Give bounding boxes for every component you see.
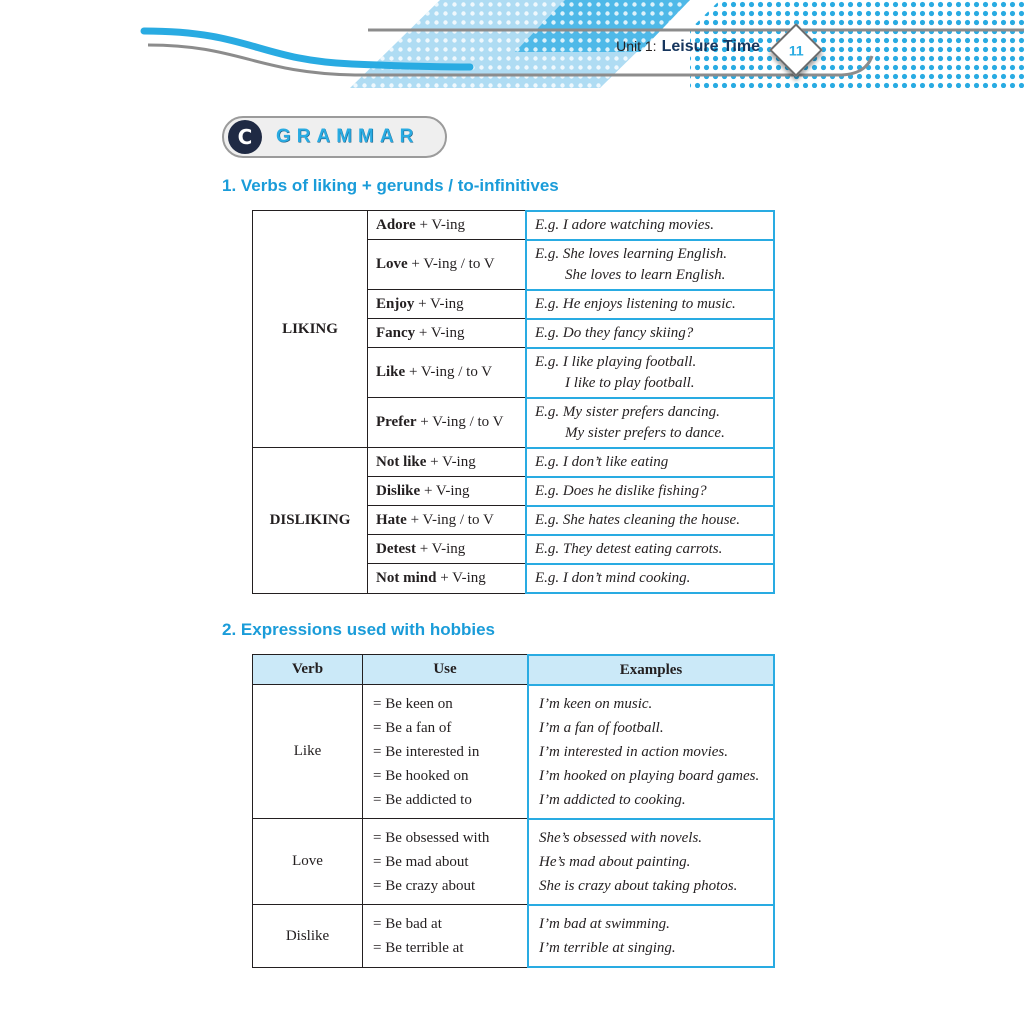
use-cell [362,818,527,904]
example-cell [525,476,775,505]
section2-heading: 2. Expressions used with hobbies [222,620,496,639]
verbs-of-liking-table [252,210,775,594]
example-line: My sister prefers to dance. [565,425,725,441]
expressions-table [252,654,775,968]
example-line: E.g. He enjoys listening to music. [535,296,736,312]
pattern-verb: Adore [376,216,416,233]
pattern-verb: Not mind [376,570,437,586]
unit-header [560,38,760,56]
use-line: = Be bad at [373,916,442,932]
pattern-cell [367,534,525,563]
example-line: I’m keen on music. [539,696,653,712]
example-cell [525,289,775,318]
example-line: I’m terrible at singing. [539,940,676,956]
example-cell [525,210,775,239]
pattern-cell [367,318,525,347]
examples-cell [527,684,775,818]
liking-group-cell: LIKING [252,210,367,447]
example-line: I’m interested in action movies. [539,744,728,760]
table-row [252,447,775,476]
example-cell [525,318,775,347]
pattern-cell [367,447,525,476]
verb-cell: Love [252,818,362,904]
example-line: E.g. She hates cleaning the house. [535,512,740,528]
pattern-cell [367,210,525,239]
use-line: = Be crazy about [373,877,476,894]
page-number: 11 [788,42,804,58]
example-line: She is crazy about taking photos. [539,878,738,894]
table-header-row [252,654,775,684]
pattern-verb: Detest [376,540,416,557]
use-cell [362,684,527,818]
pattern-cell [367,505,525,534]
pattern-cell [367,563,525,594]
unit-title: Leisure Time [661,38,760,55]
example-line: I like to play football. [565,375,695,391]
pattern-verb: Dislike [376,482,421,499]
header-decoration-graphic [0,0,1024,100]
examples-column-header: Examples [527,654,775,684]
example-line: I’m bad at swimming. [539,916,670,932]
grammar-icon [228,120,262,154]
example-line: E.g. I don’t like eating [535,454,669,470]
examples-cell [527,818,775,904]
pattern-rest: + V-ing [414,295,464,312]
use-line: = Be mad about [373,853,469,870]
pattern-rest: + V-ing [415,216,466,233]
grammar-icon-letter: C [237,125,253,149]
table-row [252,904,775,968]
pattern-rest: + V-ing [436,570,486,586]
table-row [252,818,775,904]
disliking-group-cell: DISLIKING [252,447,367,594]
example-line: She’s obsessed with novels. [539,830,703,846]
header-decoration [0,0,1024,100]
pattern-rest: + V-ing [426,453,476,470]
use-line: = Be hooked on [373,767,469,784]
example-line: I’m hooked on playing board games. [539,768,760,784]
pattern-rest: + V-ing [420,482,470,499]
pattern-cell [367,239,525,289]
example-line: She loves to learn English. [565,267,726,283]
pattern-verb: Prefer [376,414,417,430]
example-line: E.g. I adore watching movies. [535,217,714,233]
use-line: = Be keen on [373,695,453,712]
example-cell [525,239,775,289]
pattern-cell [367,289,525,318]
use-cell [362,904,527,968]
example-line: I’m a fan of football. [539,720,664,736]
example-line: He’s mad about painting. [539,854,691,870]
unit-label: Unit 1: [616,38,657,54]
table-row [252,210,775,239]
example-line: E.g. Does he dislike fishing? [535,483,707,499]
pattern-cell [367,347,525,397]
pattern-verb: Enjoy [376,295,415,312]
use-line: = Be terrible at [373,940,464,956]
example-line: E.g. I like playing football. [535,354,697,370]
table-row [252,684,775,818]
pattern-verb: Like [376,364,406,380]
example-line: E.g. Do they fancy skiing? [535,325,694,341]
use-column-header: Use [362,654,527,684]
grammar-badge [222,116,447,158]
use-line: = Be addicted to [373,791,472,808]
pattern-verb: Hate [376,511,407,528]
pattern-rest: + V-ing / to V [405,364,493,380]
example-line: E.g. My sister prefers dancing. [535,404,720,420]
pattern-verb: Fancy [376,324,416,341]
pattern-verb: Love [376,256,408,272]
pattern-rest: + V-ing / to V [407,256,495,272]
example-cell [525,347,775,397]
pattern-rest: + V-ing [415,540,466,557]
use-line: = Be a fan of [373,719,452,736]
pattern-verb: Not like [376,453,427,470]
pattern-rest: + V-ing [415,324,465,341]
verb-cell: Dislike [252,904,362,968]
pattern-rest: + V-ing / to V [416,414,504,430]
pattern-rest: + V-ing / to V [406,511,494,528]
section1-heading: 1. Verbs of liking + gerunds / to-infinitives [222,176,559,195]
verb-cell: Like [252,684,362,818]
example-line: I’m addicted to cooking. [539,792,686,808]
example-line: E.g. I don’t mind cooking. [535,570,691,586]
verb-column-header: Verb [252,654,362,684]
example-line: E.g. She loves learning English. [535,246,728,262]
example-cell [525,563,775,594]
example-cell [525,534,775,563]
grammar-label: GRAMMAR [276,126,420,147]
example-line: E.g. They detest eating carrots. [535,541,723,557]
example-cell [525,397,775,447]
use-line: = Be obsessed with [373,829,490,846]
examples-cell [527,904,775,968]
use-line: = Be interested in [373,743,480,760]
pattern-cell [367,397,525,447]
pattern-cell [367,476,525,505]
example-cell [525,505,775,534]
example-cell [525,447,775,476]
